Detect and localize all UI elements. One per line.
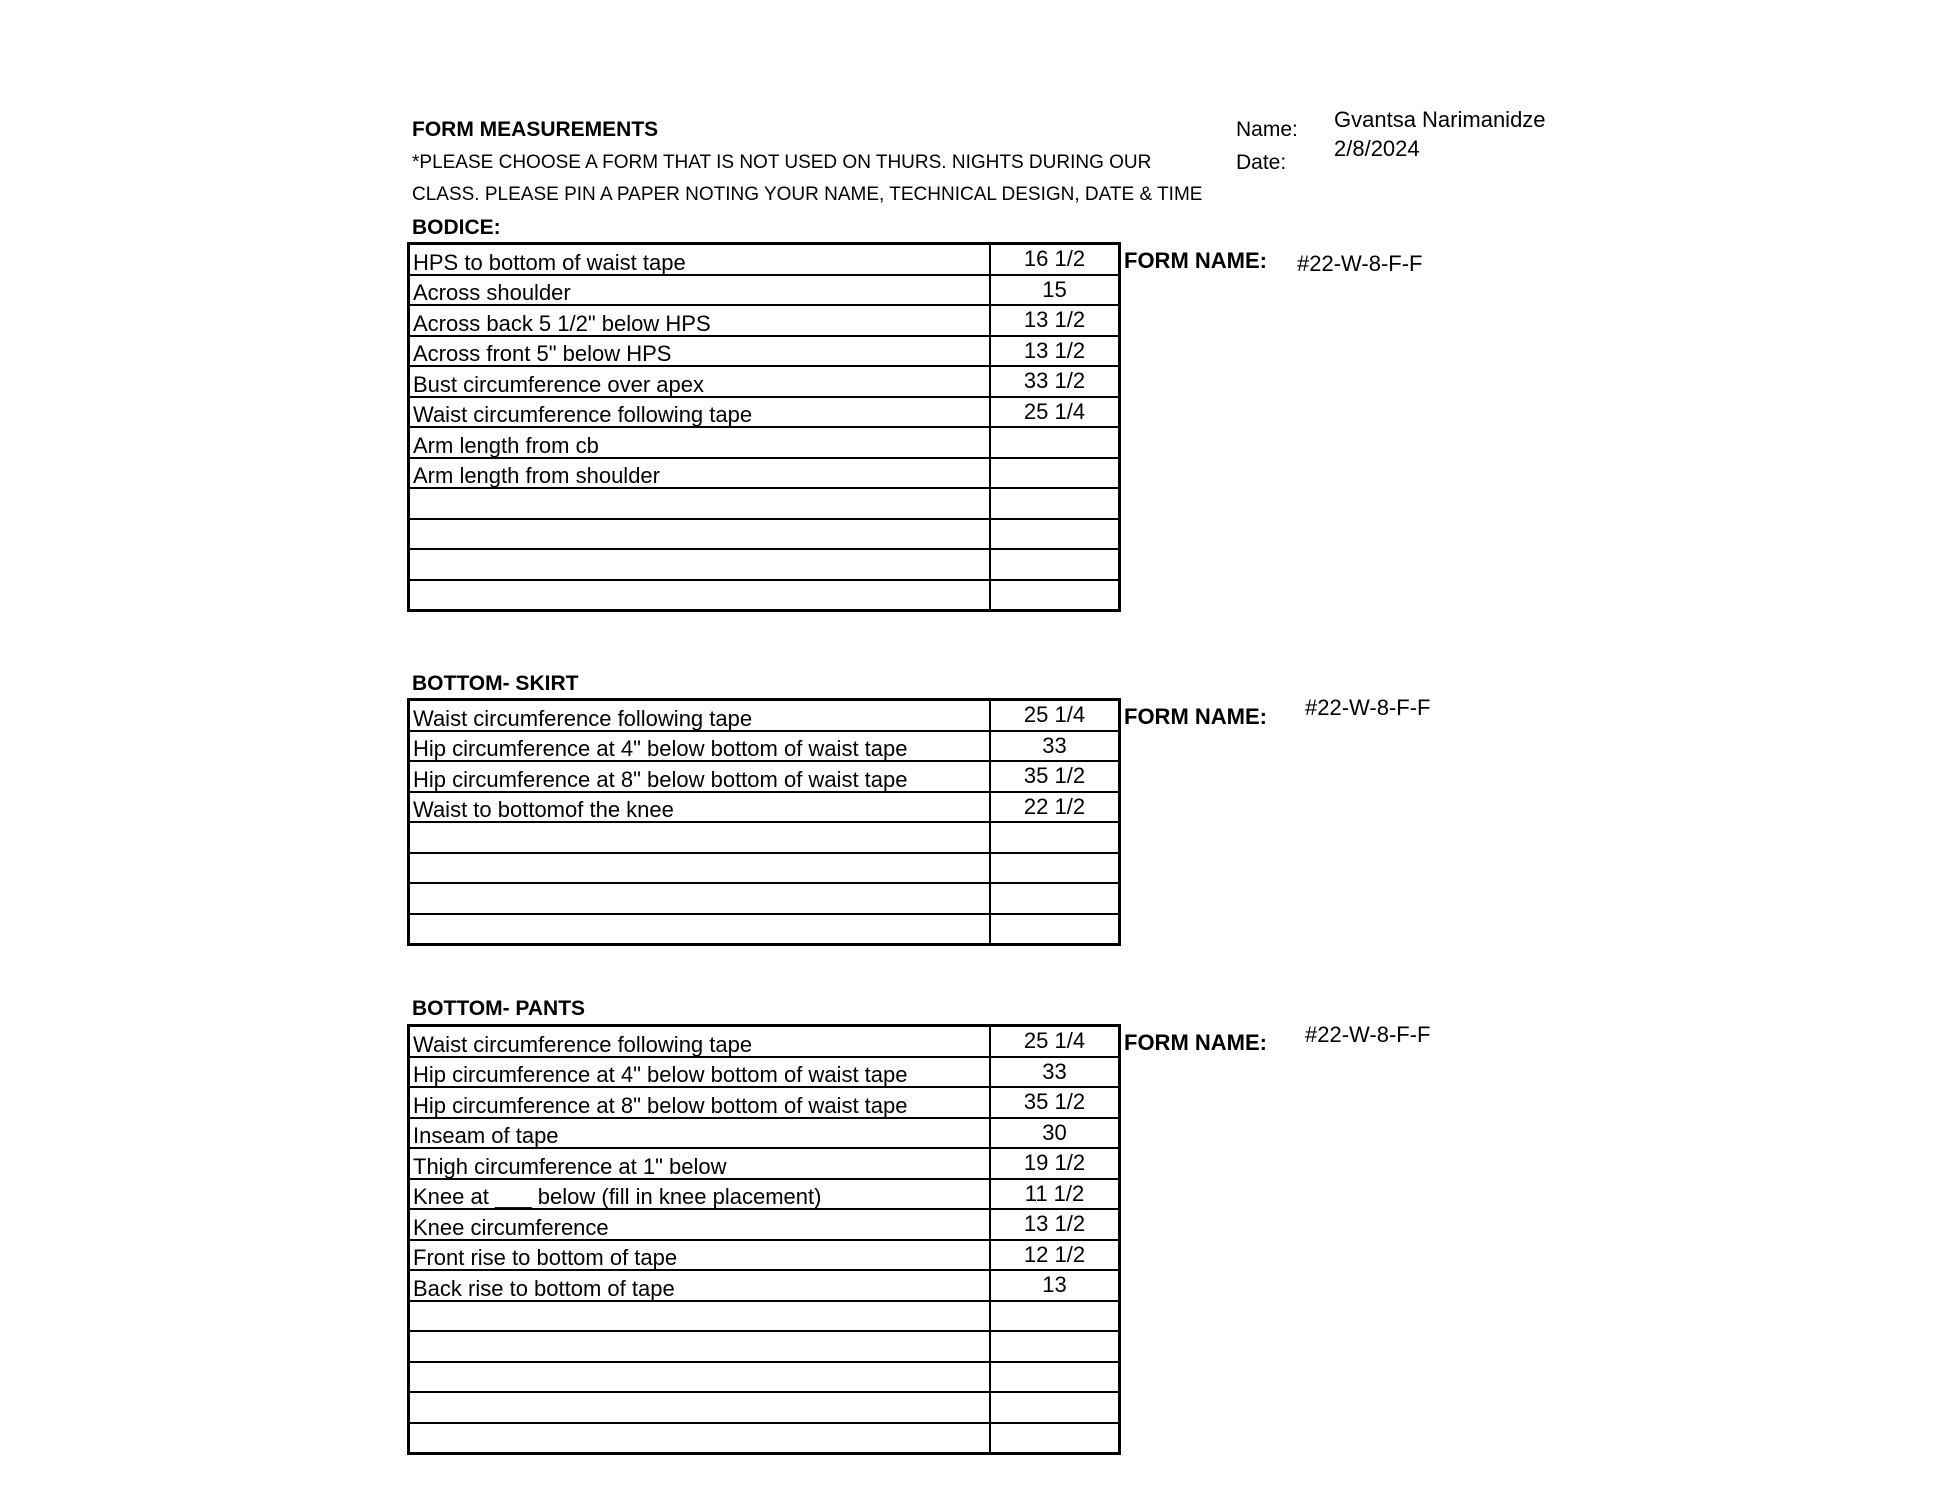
pants-row-label: Thigh circumference at 1" below	[409, 1148, 991, 1179]
bodice-row	[409, 549, 1120, 580]
skirt-row	[409, 792, 1120, 823]
pants-row-label: Front rise to bottom of tape	[409, 1240, 991, 1271]
skirt-row-label	[409, 883, 991, 914]
name-label: Name:	[1236, 118, 1298, 141]
instructions-line-1: *PLEASE CHOOSE A FORM THAT IS NOT USED ON THURS. NIGHTS DURING OUR	[412, 152, 1152, 173]
bodice-row-label	[409, 580, 991, 611]
bodice-row-label: Across shoulder	[409, 275, 991, 306]
pants-row-label: Inseam of tape	[409, 1118, 991, 1149]
skirt-row	[409, 700, 1120, 731]
bodice-row	[409, 488, 1120, 519]
name-value: Gvantsa Narimanidze	[1334, 107, 1546, 132]
bodice-row-value: 25 1/4	[990, 397, 1120, 428]
pants-row-label: Knee at ___ below (fill in knee placement)	[409, 1179, 991, 1210]
skirt-table	[407, 698, 1121, 946]
pants-row-label: Hip circumference at 8" below bottom of waist tape	[409, 1087, 991, 1118]
pants-row-label: Hip circumference at 4" below bottom of waist tape	[409, 1057, 991, 1088]
bodice-row-label: Bust circumference over apex	[409, 366, 991, 397]
bodice-row	[409, 519, 1120, 550]
pants-row	[409, 1026, 1120, 1057]
skirt-row	[409, 731, 1120, 762]
pants-row-label	[409, 1423, 991, 1454]
pants-row	[409, 1209, 1120, 1240]
pants-form-name-value: #22-W-8-F-F	[1305, 1022, 1431, 1047]
pants-section-title: BOTTOM- PANTS	[412, 997, 586, 1020]
bodice-row-label	[409, 519, 991, 550]
bodice-row	[409, 305, 1120, 336]
pants-row	[409, 1270, 1120, 1301]
skirt-form-name-label: FORM NAME:	[1124, 704, 1267, 729]
pants-row-label: Knee circumference	[409, 1209, 991, 1240]
skirt-row	[409, 883, 1120, 914]
pants-row	[409, 1423, 1120, 1454]
skirt-row-label	[409, 853, 991, 884]
form-title: FORM MEASUREMENTS	[412, 118, 659, 141]
skirt-row-label: Hip circumference at 4" below bottom of waist tape	[409, 731, 991, 762]
pants-row-label: Waist circumference following tape	[409, 1026, 991, 1057]
bodice-row	[409, 427, 1120, 458]
pants-row-value	[990, 1301, 1120, 1332]
bodice-row	[409, 458, 1120, 489]
skirt-row-label	[409, 914, 991, 945]
pants-row-label	[409, 1362, 991, 1393]
pants-row-value: 11 1/2	[990, 1179, 1120, 1210]
pants-row	[409, 1362, 1120, 1393]
skirt-row-label	[409, 822, 991, 853]
bodice-form-name-value: #22-W-8-F-F	[1297, 251, 1423, 276]
pants-row-value	[990, 1362, 1120, 1393]
skirt-row-value: 25 1/4	[990, 700, 1120, 731]
bodice-row-value: 13 1/2	[990, 305, 1120, 336]
bodice-row	[409, 336, 1120, 367]
date-label: Date:	[1236, 151, 1287, 174]
skirt-row	[409, 761, 1120, 792]
skirt-row-label: Waist circumference following tape	[409, 700, 991, 731]
pants-row-label	[409, 1301, 991, 1332]
bodice-row-label: HPS to bottom of waist tape	[409, 244, 991, 275]
pants-row	[409, 1118, 1120, 1149]
instructions-line-2: CLASS. PLEASE PIN A PAPER NOTING YOUR NAME, TECHNICAL DESIGN, DATE & TIME	[412, 184, 1203, 205]
bodice-row-value	[990, 580, 1120, 611]
pants-row-value: 35 1/2	[990, 1087, 1120, 1118]
skirt-row-value: 35 1/2	[990, 761, 1120, 792]
pants-row	[409, 1179, 1120, 1210]
pants-row	[409, 1331, 1120, 1362]
pants-row-value	[990, 1392, 1120, 1423]
skirt-row-label: Hip circumference at 8" below bottom of waist tape	[409, 761, 991, 792]
bodice-row-label: Across front 5" below HPS	[409, 336, 991, 367]
bodice-row	[409, 366, 1120, 397]
bodice-row-value: 13 1/2	[990, 336, 1120, 367]
pants-table	[407, 1024, 1121, 1455]
pants-row	[409, 1087, 1120, 1118]
pants-row	[409, 1301, 1120, 1332]
bodice-row-value	[990, 427, 1120, 458]
bodice-row-value	[990, 488, 1120, 519]
bodice-row-value: 33 1/2	[990, 366, 1120, 397]
bodice-row-label	[409, 549, 991, 580]
bodice-row-value: 16 1/2	[990, 244, 1120, 275]
pants-row-label	[409, 1392, 991, 1423]
bodice-row	[409, 580, 1120, 611]
skirt-row	[409, 853, 1120, 884]
pants-row-value: 19 1/2	[990, 1148, 1120, 1179]
skirt-row-label: Waist to bottomof the knee	[409, 792, 991, 823]
skirt-row	[409, 822, 1120, 853]
skirt-row-value: 33	[990, 731, 1120, 762]
bodice-row-label: Arm length from cb	[409, 427, 991, 458]
pants-row-label: Back rise to bottom of tape	[409, 1270, 991, 1301]
pants-row	[409, 1392, 1120, 1423]
skirt-row-value	[990, 853, 1120, 884]
pants-row-value: 25 1/4	[990, 1026, 1120, 1057]
bodice-row-label	[409, 488, 991, 519]
pants-row-value: 30	[990, 1118, 1120, 1149]
bodice-row	[409, 397, 1120, 428]
skirt-row-value	[990, 822, 1120, 853]
pants-form-name-label: FORM NAME:	[1124, 1030, 1267, 1055]
bodice-row-value	[990, 549, 1120, 580]
skirt-row-value	[990, 883, 1120, 914]
bodice-row-value	[990, 519, 1120, 550]
date-value: 2/8/2024	[1334, 136, 1420, 161]
bodice-form-name-label: FORM NAME:	[1124, 248, 1267, 273]
bodice-table	[407, 242, 1121, 612]
skirt-section-title: BOTTOM- SKIRT	[412, 672, 579, 695]
pants-row-value	[990, 1423, 1120, 1454]
pants-row	[409, 1240, 1120, 1271]
bodice-row-label: Waist circumference following tape	[409, 397, 991, 428]
pants-row-value	[990, 1331, 1120, 1362]
skirt-row	[409, 914, 1120, 945]
bodice-row-label: Arm length from shoulder	[409, 458, 991, 489]
bodice-section-title: BODICE:	[412, 216, 501, 239]
skirt-form-name-value: #22-W-8-F-F	[1305, 695, 1431, 720]
bodice-row-value	[990, 458, 1120, 489]
pants-row-value: 13	[990, 1270, 1120, 1301]
skirt-row-value	[990, 914, 1120, 945]
skirt-row-value: 22 1/2	[990, 792, 1120, 823]
bodice-row-label: Across back 5 1/2" below HPS	[409, 305, 991, 336]
pants-row	[409, 1057, 1120, 1088]
pants-row-label	[409, 1331, 991, 1362]
bodice-row-value: 15	[990, 275, 1120, 306]
pants-row-value: 33	[990, 1057, 1120, 1088]
pants-row-value: 13 1/2	[990, 1209, 1120, 1240]
pants-row	[409, 1148, 1120, 1179]
bodice-row	[409, 275, 1120, 306]
pants-row-value: 12 1/2	[990, 1240, 1120, 1271]
bodice-row	[409, 244, 1120, 275]
